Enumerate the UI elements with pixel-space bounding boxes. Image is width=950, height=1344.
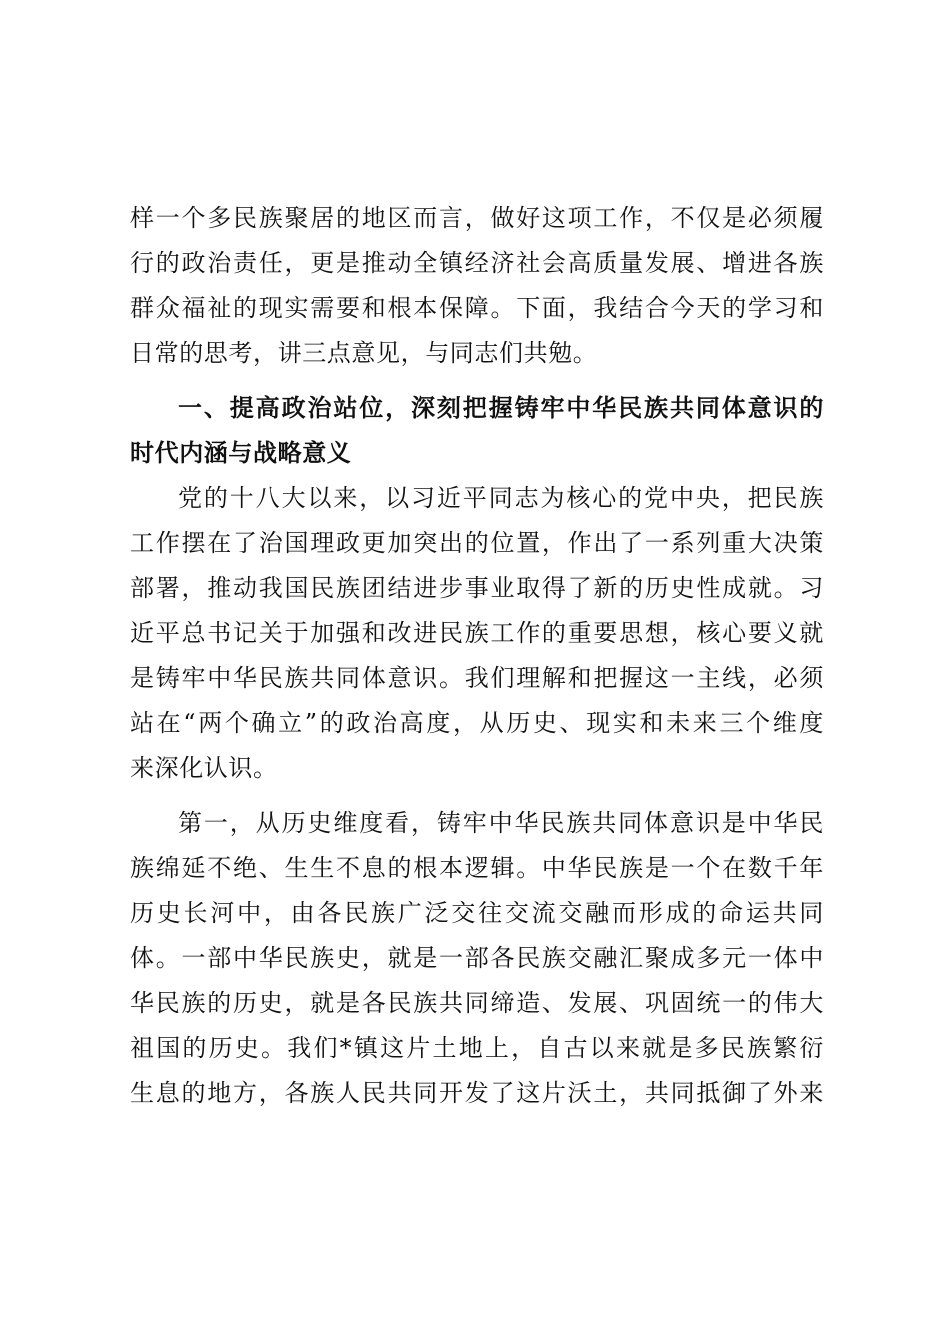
text-line: 体。一部中华民族史，就是一部各民族交融汇聚成多元一体中 [130, 944, 824, 972]
heading-line: 一、提高政治站位，深刻把握铸牢中华民族共同体意识的 [178, 394, 824, 422]
section-heading-one [130, 386, 824, 476]
text-line: 群众福祉的现实需要和根本保障。下面，我结合今天的学习和 [130, 294, 824, 322]
text-line: 历史长河中，由各民族广泛交往交流交融而形成的命运共同 [130, 899, 824, 927]
paragraph-intro-continued [130, 196, 824, 376]
text-line: 来深化认识。 [130, 754, 278, 782]
paragraph-historical-dimension [130, 801, 824, 1116]
text-line: 近平总书记关于加强和改进民族工作的重要思想，核心要义就 [130, 619, 824, 647]
text-line: 党的十八大以来，以习近平同志为核心的党中央，把民族 [178, 484, 824, 512]
speech-body [130, 196, 824, 1116]
text-line: 站在“两个确立”的政治高度，从历史、现实和未来三个维度 [130, 709, 824, 737]
text-line: 日常的思考，讲三点意见，与同志们共勉。 [130, 339, 598, 367]
text-line: 是铸牢中华民族共同体意识。我们理解和把握这一主线，必须 [130, 664, 824, 692]
text-line: 华民族的历史，就是各民族共同缔造、发展、巩固统一的伟大 [130, 989, 824, 1017]
text-line: 生息的地方，各族人民共同开发了这片沃土，共同抵御了外来 [130, 1079, 824, 1107]
text-line: 样一个多民族聚居的地区而言，做好这项工作，不仅是必须履 [130, 204, 824, 232]
text-line: 部署，推动我国民族团结进步事业取得了新的历史性成就。习 [130, 574, 824, 602]
text-line: 工作摆在了治国理政更加突出的位置，作出了一系列重大决策 [130, 529, 824, 557]
text-line: 族绵延不绝、生生不息的根本逻辑。中华民族是一个在数千年 [130, 854, 824, 882]
text-line: 第一，从历史维度看，铸牢中华民族共同体意识是中华民 [178, 809, 824, 837]
text-line: 行的政治责任，更是推动全镇经济社会高质量发展、增进各族 [130, 249, 824, 277]
heading-line: 时代内涵与战略意义 [130, 439, 352, 467]
paragraph-party-central [130, 476, 824, 791]
text-line: 祖国的历史。我们*镇这片土地上，自古以来就是多民族繁衍 [130, 1034, 824, 1062]
